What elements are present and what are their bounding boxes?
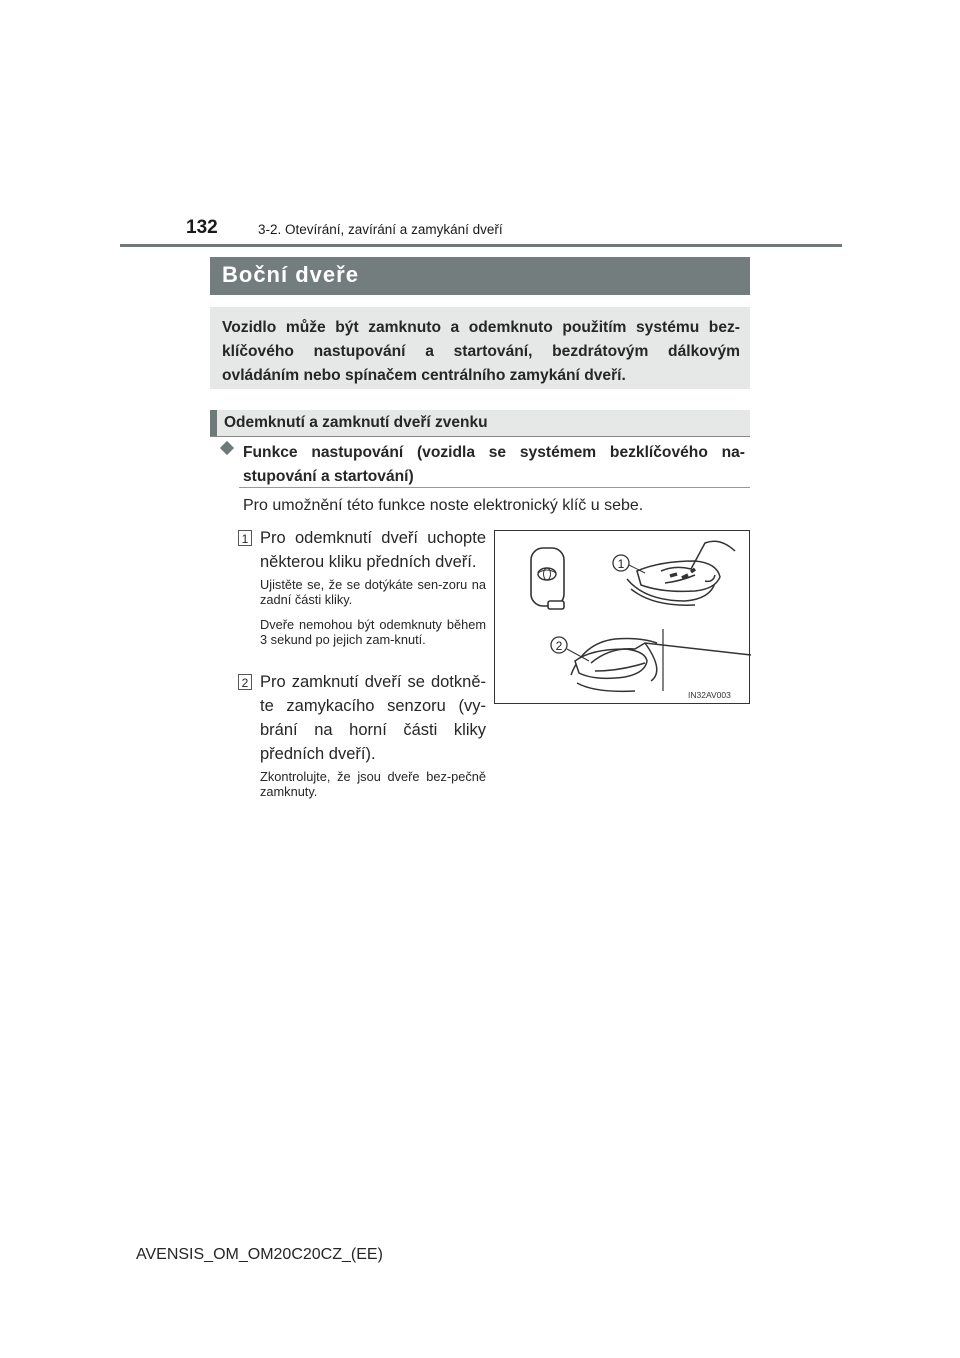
step-2-number: 2 [238,674,252,690]
callout-2-label: 2 [555,639,563,653]
smart-key-icon [531,548,564,609]
main-paragraph: Pro umožnění této funkce noste elektronický klíč u sebe. [243,497,644,514]
header-divider [120,244,842,247]
intro-text: Vozidlo může být zamknuto a odemknuto použitím systému bez-klíčového nastupování a startování, bezdrátovým dálkovým ovládáním nebo spínačem centrálního zamykání dveří. [222,319,740,384]
subsection-title: Odemknutí a zamknutí dveří zvenku [224,414,488,431]
step-1-number: 1 [238,530,252,546]
callout-2-marker [551,637,589,661]
callout-1-marker [613,555,645,573]
callout-1-label: 1 [617,557,625,571]
footer-document-id: AVENSIS_OM_OM20C20CZ_(EE) [136,1246,383,1263]
diamond-bullet-icon [220,441,234,455]
illustration-drawing [495,531,751,705]
page-title: Boční dveře [222,262,359,287]
step-1-note-2: Dveře nemohou být odemknuty během 3 sekund po jejich zam-knutí. [260,617,486,647]
page-number: 132 [186,217,218,238]
door-handle-upper [627,541,735,605]
door-handle-lower [571,629,751,691]
function-heading-rule [239,487,750,488]
function-heading: Funkce nastupování (vozidla se systémem bezklíčového na-stupování a startování) [243,444,745,485]
door-handle-illustration [494,530,750,704]
step-2-text: Pro zamknutí dveří se dotkně-te zamykacího senzoru (vy-brání na horní části kliky předních dveří). [260,673,486,763]
subsection-accent [210,410,217,437]
figure-code: IN32AV003 [688,690,731,700]
step-2-note-1: Zkontrolujte, že jsou dveře bez-pečně zamknuty. [260,769,486,799]
step-1-text: Pro odemknutí dveří uchopte některou kliku předních dveří. [260,529,486,571]
section-title: 3-2. Otevírání, zavírání a zamykání dveří [258,222,503,237]
step-1-note-1: Ujistěte se, že se dotýkáte sen-zoru na zadní části kliky. [260,577,486,607]
subsection-underline [210,436,750,437]
